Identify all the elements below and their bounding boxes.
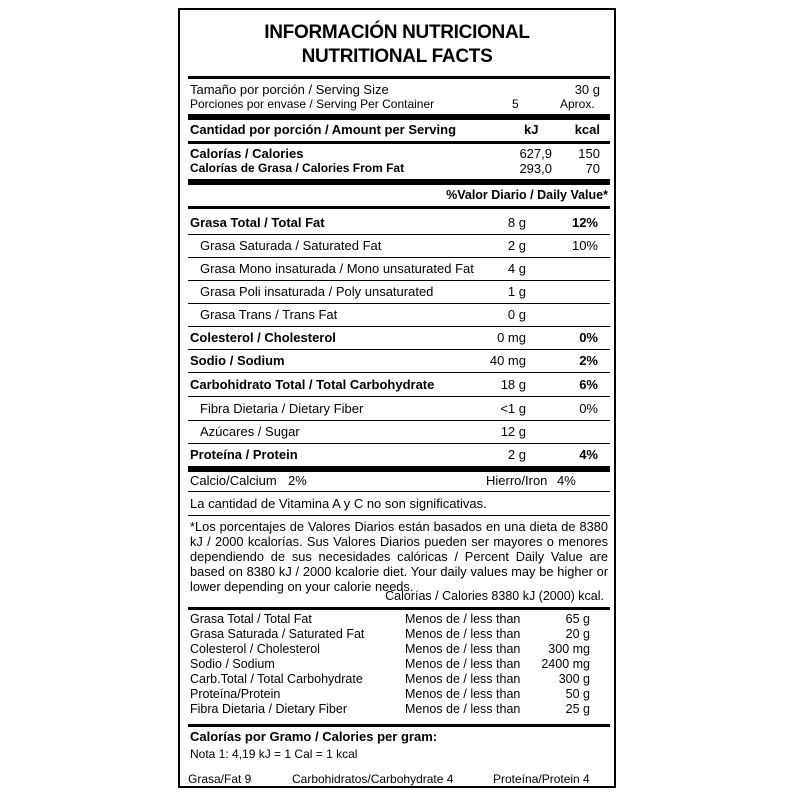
nutrient-label: Grasa Total / Total Fat — [190, 215, 325, 230]
nutrient-label: Grasa Mono insaturada / Mono unsaturated Fat — [200, 261, 474, 276]
divider — [188, 179, 610, 185]
calories-from-fat-kj: 293,0 — [519, 161, 552, 176]
limit-qualifier: Menos de / less than — [405, 642, 521, 656]
nutrient-daily-value: 0% — [579, 330, 598, 345]
nutrition-facts-panel — [178, 8, 616, 788]
nutrient-daily-value: 10% — [571, 238, 598, 253]
limit-value: 25 g — [565, 702, 590, 716]
limit-value: 300 g — [558, 672, 590, 686]
limit-value: 300 mg — [548, 642, 590, 656]
title-spanish: INFORMACIÓN NUTRICIONAL — [264, 22, 530, 43]
nutrient-daily-value: 6% — [579, 377, 598, 392]
nutrient-daily-value: 12% — [571, 215, 598, 230]
nutrient-amount: 1 g — [507, 284, 526, 299]
fat-calories-per-gram: Grasa/Fat 9 — [188, 772, 252, 786]
nutrient-label: Grasa Trans / Trans Fat — [200, 307, 338, 322]
row-divider — [188, 280, 610, 281]
limit-label: Sodio / Sodium — [190, 657, 275, 671]
row-divider — [188, 396, 610, 397]
nutrient-label: Grasa Poli insaturada / Poly unsaturated — [200, 284, 434, 299]
divider — [188, 114, 610, 120]
nutrient-daily-value: 0% — [579, 401, 598, 416]
serving-size-value: 30 g — [574, 82, 600, 97]
nutrient-amount: 18 g — [500, 377, 526, 392]
row-divider — [188, 372, 610, 373]
serving-size-label: Tamaño por porción / Serving Size — [190, 82, 389, 97]
nutrient-amount: 0 mg — [497, 330, 526, 345]
limit-value: 2400 mg — [541, 657, 590, 671]
nutrient-daily-value: 2% — [579, 353, 598, 368]
limit-label: Colesterol / Cholesterol — [190, 642, 320, 656]
limit-value: 20 g — [565, 627, 590, 641]
servings-per-container-note: Aprox. — [560, 97, 595, 111]
nutrient-amount: 40 mg — [489, 353, 526, 368]
limit-qualifier: Menos de / less than — [405, 687, 521, 701]
carbohydrate-calories-per-gram: Carbohidratos/Carbohydrate 4 — [292, 772, 454, 786]
servings-per-container-label: Porciones por envase / Serving Per Container — [190, 97, 435, 111]
divider — [188, 206, 610, 209]
nutrient-amount: 8 g — [507, 215, 526, 230]
limit-value: 65 g — [565, 612, 590, 626]
nutrient-label: Proteína / Protein — [190, 447, 298, 462]
row-divider — [188, 349, 610, 350]
daily-value-footnote: *Los porcentajes de Valores Diarios están basados en una dieta de 8380 kJ / 2000 kcalorías. Sus Valores Diarios pueden ser mayores o menores dependiendo de sus necesidades calóricas / Percent Daily Value are based on 8380 kJ / 2000 kcalorie diet. Your daily values may be higher or lower depending on your calorie needs. — [190, 519, 608, 594]
row-divider — [188, 326, 610, 327]
divider — [188, 724, 610, 727]
limit-label: Fibra Dietaria / Dietary Fiber — [190, 702, 347, 716]
limit-value: 50 g — [565, 687, 590, 701]
nutrient-label: Carbohidrato Total / Total Carbohydrate — [190, 377, 435, 392]
nutrient-daily-value: 4% — [579, 447, 598, 462]
nutrient-label: Grasa Saturada / Saturated Fat — [200, 238, 382, 253]
limit-qualifier: Menos de / less than — [405, 672, 521, 686]
title-english: NUTRITIONAL FACTS — [301, 46, 493, 67]
divider — [188, 466, 610, 472]
nutrient-amount: 12 g — [500, 424, 526, 439]
kj-column-header: kJ — [524, 122, 539, 137]
row-divider — [188, 443, 610, 444]
limit-label: Grasa Saturada / Saturated Fat — [190, 627, 365, 641]
limit-qualifier: Menos de / less than — [405, 627, 521, 641]
calories-reference: Calorías / Calories 8380 kJ (2000) kcal. — [385, 589, 604, 603]
iron-label: Hierro/Iron — [486, 473, 548, 488]
kcal-column-header: kcal — [574, 122, 600, 137]
nutrient-amount: <1 g — [500, 401, 526, 416]
limit-qualifier: Menos de / less than — [405, 657, 521, 671]
daily-value-header: %Valor Diario / Daily Value* — [446, 188, 608, 202]
iron-value: 4% — [557, 473, 576, 488]
row-divider — [188, 303, 610, 304]
limit-label: Proteína/Protein — [190, 687, 281, 701]
calories-per-gram-heading: Calorías por Gramo / Calories per gram: — [190, 729, 438, 744]
amount-per-serving-label: Cantidad por porción / Amount per Serving — [190, 122, 457, 137]
row-divider — [188, 234, 610, 235]
calories-from-fat-label: Calorías de Grasa / Calories From Fat — [190, 161, 405, 175]
divider — [188, 607, 610, 610]
conversion-note: Nota 1: 4,19 kJ = 1 Cal = 1 kcal — [190, 747, 358, 761]
calories-kj: 627,9 — [519, 146, 552, 161]
divider — [188, 76, 610, 79]
nutrient-amount: 0 g — [507, 307, 526, 322]
nutrient-label: Azúcares / Sugar — [200, 424, 300, 439]
limit-qualifier: Menos de / less than — [405, 702, 521, 716]
limit-label: Carb.Total / Total Carbohydrate — [190, 672, 363, 686]
nutrient-amount: 2 g — [507, 238, 526, 253]
calcium-label: Calcio/Calcium — [190, 473, 277, 488]
limit-qualifier: Menos de / less than — [405, 612, 521, 626]
row-divider — [188, 420, 610, 421]
calcium-value: 2% — [288, 473, 307, 488]
nutrient-label: Fibra Dietaria / Dietary Fiber — [200, 401, 364, 416]
nutrient-amount: 2 g — [507, 447, 526, 462]
protein-calories-per-gram: Proteína/Protein 4 — [493, 772, 590, 786]
divider — [188, 491, 610, 492]
nutrient-label: Sodio / Sodium — [190, 353, 285, 368]
calories-label: Calorías / Calories — [190, 146, 304, 161]
divider — [188, 141, 610, 144]
nutrient-label: Colesterol / Cholesterol — [190, 330, 336, 345]
row-divider — [188, 257, 610, 258]
calories-from-fat-kcal: 70 — [585, 161, 600, 176]
calories-kcal: 150 — [578, 146, 600, 161]
divider — [188, 515, 610, 516]
nutrient-amount: 4 g — [507, 261, 526, 276]
limit-label: Grasa Total / Total Fat — [190, 612, 312, 626]
vitamins-note: La cantidad de Vitamina A y C no son significativas. — [190, 496, 487, 511]
servings-per-container-value: 5 — [512, 97, 519, 111]
